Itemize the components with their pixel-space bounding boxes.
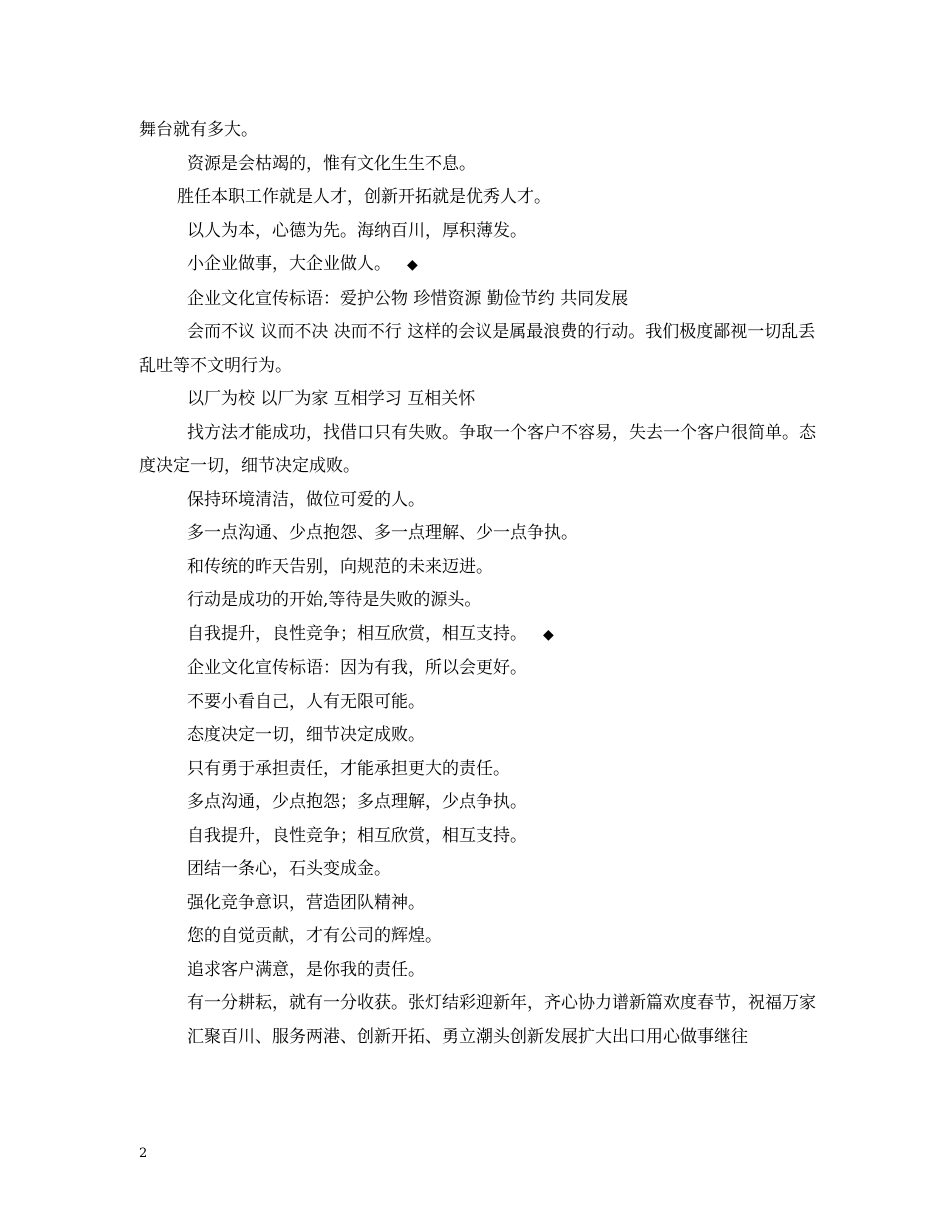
paragraph <box>139 887 819 921</box>
paragraph-text: 企业文化宣传标语：因为有我，所以会更好。 <box>187 658 527 678</box>
paragraph <box>139 551 819 585</box>
paragraph-text: 汇聚百川、服务两港、创新开拓、勇立潮头创新发展扩大出口用心做事继往 <box>187 1026 748 1047</box>
paragraph <box>139 114 819 148</box>
paragraph <box>139 820 819 854</box>
paragraph-text: 小企业做事，大企业做人。 <box>187 254 391 274</box>
paragraph <box>139 584 819 618</box>
paragraph <box>139 383 819 417</box>
paragraph <box>139 248 819 283</box>
paragraph-text: 追求客户满意，是你我的责任。 <box>187 959 425 980</box>
paragraph <box>139 215 819 249</box>
paragraph-text: 强化竞争意识，营造团队精神。 <box>187 892 425 913</box>
page-number: 2 <box>139 1146 148 1161</box>
paragraph-text: 自我提升，良性竞争；相互欣赏，相互支持。 <box>187 825 527 846</box>
document-body <box>139 114 819 1054</box>
paragraph <box>139 517 819 551</box>
paragraph-text: 不要小看自己，人有无限可能。 <box>187 691 425 712</box>
paragraph-text: 和传统的昨天告别，向规范的未来迈进。 <box>187 556 493 577</box>
paragraph-text: 以厂为校 以厂为家 互相学习 互相关怀 <box>187 389 476 409</box>
paragraph <box>139 283 819 317</box>
paragraph <box>139 719 819 753</box>
paragraph <box>139 853 819 887</box>
diamond-bullet-icon: ◆ <box>543 626 554 643</box>
paragraph <box>139 987 819 1021</box>
paragraph-text: 企业文化宣传标语：爱护公物 珍惜资源 勤俭节约 共同发展 <box>187 288 629 309</box>
paragraph <box>139 484 819 518</box>
paragraph <box>139 753 819 787</box>
paragraph-text: 保持环境清洁，做位可爱的人。 <box>187 489 425 510</box>
paragraph <box>139 786 819 820</box>
paragraph-text: 多一点沟通、少点抱怨、多一点理解、少一点争执。 <box>187 523 578 543</box>
paragraph-text: 以人为本，心德为先。海纳百川，厚积薄发。 <box>187 220 527 241</box>
paragraph-text: 有一分耕耘，就有一分收获。张灯结彩迎新年，齐心协力谱新篇欢度春节，祝福万家 <box>187 993 816 1013</box>
paragraph-text: 胜任本职工作就是人才，创新开拓就是优秀人才。 <box>177 187 551 207</box>
paragraph <box>139 954 819 988</box>
paragraph <box>139 1021 819 1055</box>
paragraph <box>139 686 819 720</box>
paragraph-text: 资源是会枯竭的，惟有文化生生不息。 <box>187 153 476 174</box>
paragraph <box>139 618 819 653</box>
paragraph-text: 多点沟通，少点抱怨；多点理解，少点争执。 <box>187 792 527 812</box>
paragraph-text: 团结一条心，石头变成金。 <box>187 859 391 879</box>
paragraph <box>139 148 819 182</box>
paragraph <box>139 920 819 954</box>
paragraph-text: 会而不议 议而不决 决而不行 这样的会议是属最浪费的行动。我们极度鄙视一切乱丢乱吐等不文明行为。 <box>139 322 816 376</box>
paragraph-text: 找方法才能成功，找借口只有失败。争取一个客户不容易，失去一个客户很简单。态度决定一切，细节决定成败。 <box>139 422 816 476</box>
paragraph <box>139 652 819 686</box>
diamond-bullet-icon: ◆ <box>407 257 418 273</box>
paragraph-text: 您的自觉贡献，才有公司的辉煌。 <box>187 926 442 946</box>
paragraph <box>139 417 819 484</box>
paragraph-text: 舞台就有多大。 <box>139 120 258 140</box>
paragraph <box>139 181 819 215</box>
paragraph-text: 自我提升，良性竞争；相互欣赏，相互支持。 <box>187 623 527 644</box>
paragraph-text: 只有勇于承担责任，才能承担更大的责任。 <box>187 758 510 779</box>
paragraph-text: 行动是成功的开始,等待是失败的源头。 <box>187 590 482 610</box>
paragraph-text: 态度决定一切，细节决定成败。 <box>187 725 425 745</box>
paragraph <box>139 316 819 383</box>
